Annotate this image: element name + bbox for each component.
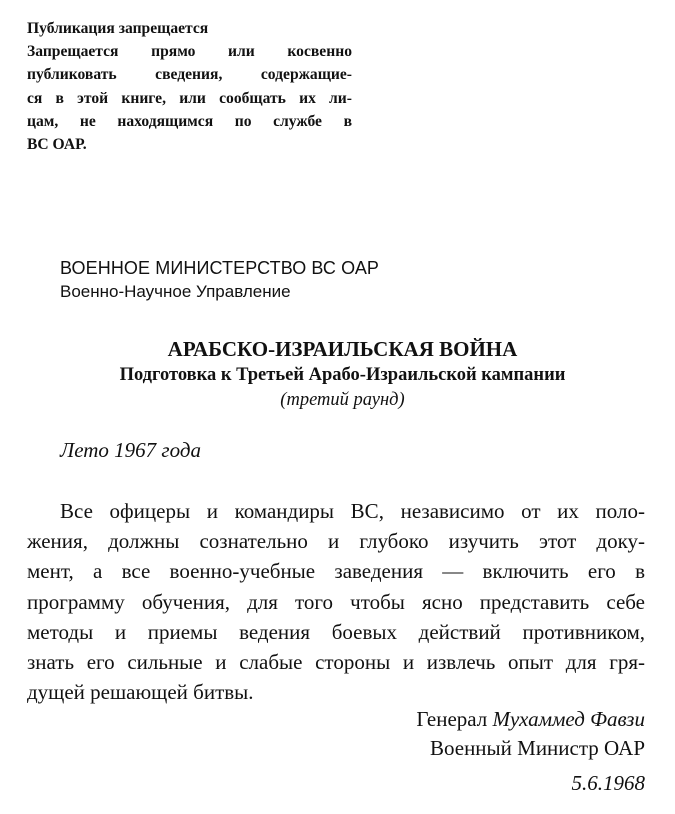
notice-line: ся в этой книге, или сообщать их ли- [27, 89, 352, 107]
department-name: Военно-Научное Управление [60, 282, 291, 301]
body-line: дущей решающей битвы. [27, 680, 254, 705]
body-paragraph [27, 496, 645, 707]
document-title-block [0, 336, 675, 414]
ministry-name: ВОЕННОЕ МИНИСТЕРСТВО ВС ОАР [60, 258, 380, 278]
body-line: мент, а все военно-учебные заведения — включить его в [27, 559, 645, 584]
notice-heading: Публикация запрещается [27, 20, 209, 37]
signature-block [416, 705, 645, 762]
body-line: знать его сильные и слабые стороны и извлечь опыт для гря- [27, 650, 645, 675]
notice-line: цам, не находящимся по службе в [27, 112, 352, 130]
notice-line: публиковать сведения, содержащие- [27, 66, 352, 84]
notice-line: ВС ОАР. [27, 136, 87, 154]
signer-position: Военный Министр ОАР [429, 735, 645, 760]
signer-name: Мухаммед Фавзи [492, 707, 645, 731]
document-round-note: (третий раунд) [280, 390, 405, 410]
body-line: методы и приемы ведения боевых действий противником, [27, 619, 645, 644]
document-date-line: Лето 1967 года [60, 438, 201, 462]
signer-rank: Генерал [416, 707, 488, 731]
publication-notice [27, 17, 352, 156]
document-title: АРАБСКО-ИЗРАИЛЬСКАЯ ВОЙНА [167, 337, 518, 361]
signer-line [416, 705, 645, 734]
body-line: Все офицеры и командиры ВС, независимо от их поло- [60, 499, 645, 523]
signature-date: 5.6.1968 [571, 771, 645, 795]
issuing-organization [60, 255, 379, 303]
document-subtitle: Подготовка к Третьей Арабо-Израильской кампании [119, 365, 566, 385]
notice-line: Запрещается прямо или косвенно [27, 43, 352, 61]
body-line: программу обучения, для того чтобы ясно представить себе [27, 589, 645, 614]
body-line: жения, должны сознательно и глубоко изучить этот доку- [27, 529, 645, 554]
